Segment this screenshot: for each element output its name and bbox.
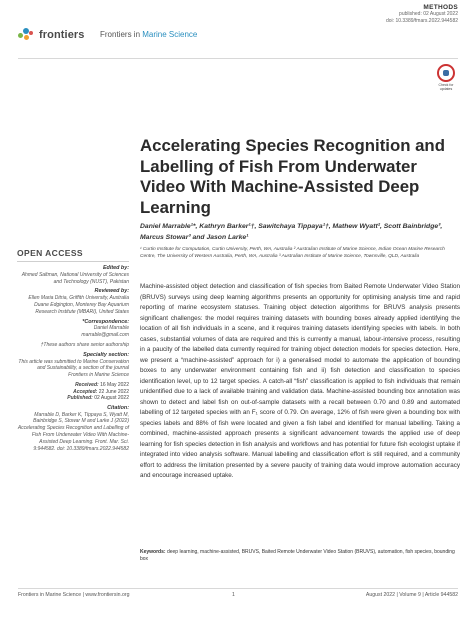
received-value: 16 May 2022 (100, 381, 129, 388)
journal-name[interactable] (100, 30, 197, 39)
page-header (0, 0, 474, 60)
edited-by-heading: Edited by: (102, 265, 129, 271)
edited-by (17, 265, 129, 285)
equal-contribution-note: †These authors share senior authorship (40, 341, 129, 348)
footer-journal-link[interactable]: Frontiers in Marine Science | www.frontiersin.org (18, 592, 130, 598)
published-label: Published: (67, 395, 93, 402)
reviewed-by-text: Ellen Maria Ditria, Griffith University, Australia Duane Edgington, Monterey Bay Aquarium Research Institute (MBARI), United States (28, 295, 129, 315)
article-meta (386, 4, 458, 25)
open-access-label: OPEN ACCESS (17, 248, 129, 262)
journal-prefix: Frontiers in (100, 30, 143, 39)
edited-by-text: Ahmed Saltman, National University of Sciences and Technology (NUST), Pakistan (21, 271, 129, 285)
keywords (140, 549, 460, 563)
author-list: Daniel Marrable¹*, Kathryn Barker¹†, Sawitchaya Tippaya¹†, Mathew Wyatt², Scott Bainbridge³, Marcus Stowar³ and Jason Larke¹ (140, 223, 443, 241)
footer-divider (18, 588, 458, 589)
accepted-value: 22 June 2022 (98, 388, 129, 395)
reviewed-by (17, 288, 129, 315)
received-date (17, 382, 129, 389)
check-updates-label: Check for updates (438, 83, 454, 91)
article-title: Accelerating Species Recognition and Labelling of Fish From Underwater Video With Machine-Assisted Deep Learning (140, 136, 445, 217)
correspondence-text[interactable]: Daniel Marrable marrable@gmail.com (81, 325, 129, 339)
published-date (17, 395, 129, 402)
received-label: Received: (75, 381, 99, 388)
published-line: published: 02 August 2022 (399, 11, 458, 17)
logo-text: frontiers (39, 29, 85, 41)
keywords-text: deep learning, machine-assisted, BRUVS, Baited Remote Underwater Video Station (BRUVS), automation, fish species, bounding box (140, 549, 455, 562)
page-number: 1 (232, 592, 235, 598)
article-sidebar (17, 248, 129, 452)
correspondence (17, 319, 129, 339)
check-for-updates-badge[interactable] (434, 64, 458, 90)
reviewed-by-heading: Reviewed by: (94, 288, 129, 295)
header-divider (18, 58, 458, 59)
accepted-label: Accepted: (73, 388, 98, 395)
affiliations: ¹ Curtin Institute for Computation, Curtin University, Perth, WA, Australia ² Australian Institute of Marine Science, Indian Ocean Marine Research Centre, The University of Western Australia, Perth, WA, Australia ³ Australian Institute of Marine Science, Townsville, QLD, Australia (140, 247, 445, 259)
footer-volume-info: August 2022 | Volume 9 | Article 944582 (365, 592, 458, 598)
frontiers-logo[interactable] (18, 28, 85, 42)
abstract-text: Machine-assisted object detection and classification of fish species from Baited Remote Underwater Video Station (BRUVS) surveys using deep learning algorithms presents an opportunity for optimising analysis time and rapid reporting of marine ecosystem statuses. Training object detection algorithms for BRUVS analysis presents significant challenges: the model requires training datasets with bounding boxes already applied identifying the location of all fish individuals in a scene, and it requires training datasets identifying species with labels. In both cases, substantial volumes of data are required and this is currently a manual, labour-intensive process, resulting in a paucity of the labelled data currently required for training object detection models for species detection. Here, we present a “machine-assisted” approach for i) a generalised model to automate the application of bounding boxes to any underwater environment containing fish and ii) fish detection and classification to species identification level, up to 12 target species. A catch-all “fish” classification is applied to fish individuals that remain unidentified due to a lack of available training and validation data. Machine-assisted bounding box annotation was shown to detect and label fish on out-of-sample datasets with a recall between 0.70 and 0.89 and automated labelling of 12 targeted species with an F₁ score of 0.79. On average, 12% of fish were given a bounding box with species labels and 88% of fish were located and given a fish label and identified for manual labelling. Taking a combined, machine-assisted approach presents a significant advancement towards the applied use of deep learning for fish species detection in fish analysis and workflows and has potential for future fish ecologist uptake if integrated into video analysis software. Manual labelling and classification effort is still required, and a community effort to address the limitation presented by a severe paucity of training data would improve automation accuracy and encourage increased uptake. (140, 283, 460, 479)
published-value: 02 August 2022 (94, 395, 129, 402)
doi-line[interactable]: doi: 10.3389/fmars.2022.944582 (386, 18, 458, 24)
correspondence-heading: *Correspondence: (82, 318, 129, 325)
citation-heading: Citation: (107, 404, 129, 411)
article-type: METHODS (423, 4, 458, 11)
specialty-text: This article was submitted to Marine Conservation and Sustainability, a section of the journal Frontiers in Marine Science (18, 358, 129, 379)
specialty-section (17, 352, 129, 379)
page-footer (18, 592, 458, 602)
check-updates-icon (437, 64, 455, 82)
keywords-label: Keywords: (140, 549, 166, 555)
frontiers-logo-icon (18, 28, 36, 42)
journal-title: Marine Science (142, 30, 198, 39)
citation-text: Marrable D, Barker K, Tippaya S, Wyatt M, Bainbridge S, Stowar M and Larke J (2022) Accelerating Species Recognition and Labelling of Fish From Underwater Video With Machine-Assisted Deep Learning. Front. Mar. Sci. 9:944582. doi: 10.3389/fmars.2022.944582 (17, 411, 129, 452)
citation (17, 405, 129, 453)
abstract (140, 282, 460, 482)
specialty-heading: Specialty section: (83, 351, 129, 358)
accepted-date (17, 389, 129, 396)
